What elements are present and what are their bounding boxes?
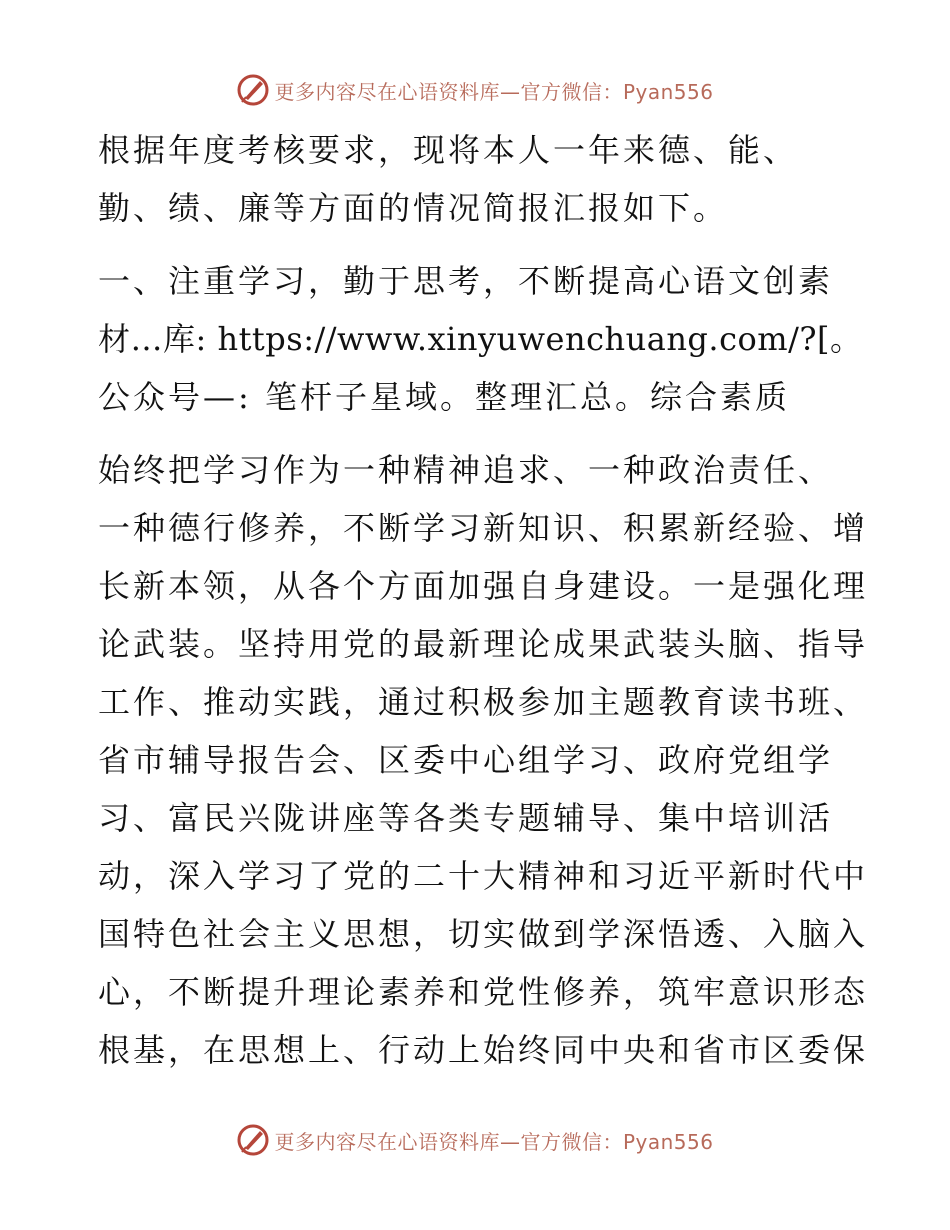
text-line: 一、注重学习，勤于思考，不断提高心语文创素 <box>98 262 834 300</box>
paragraph-intro <box>98 121 858 237</box>
text-line: 一种德行修养，不断学习新知识、积累新经验、增 <box>98 509 869 547</box>
text-line: 省市辅导报告会、区委中心组学习、政府党组学 <box>98 741 834 779</box>
text-line: 心，不断提升理论素养和党性修养，筑牢意识形态 <box>98 973 869 1011</box>
text-line: 工作、推动实践，通过积极参加主题教育读书班、 <box>98 683 869 721</box>
text-line: 国特色社会主义思想，切实做到学深悟透、入脑入 <box>98 915 869 953</box>
header-watermark-text: 更多内容尽在心语资料库—官方微信：Pyan556 <box>274 79 714 104</box>
feather-pen-logo-icon <box>236 73 270 107</box>
footer-watermark-text: 更多内容尽在心语资料库—官方微信：Pyan556 <box>274 1129 714 1154</box>
document-body <box>98 121 869 1079</box>
footer-watermark <box>0 1120 950 1160</box>
paragraph-section-heading <box>98 252 863 426</box>
text-line: 根据年度考核要求，现将本人一年来德、能、 <box>98 131 799 169</box>
feather-pen-logo-icon <box>236 1123 270 1157</box>
text-line: 始终把学习作为一种精神追求、一种政治责任、 <box>98 451 834 489</box>
text-line-url: 材…库: https://www.xinyuwenchuang.com/?[。 <box>98 320 863 358</box>
header-watermark <box>0 70 950 110</box>
text-line: 动，深入学习了党的二十大精神和习近平新时代中 <box>98 857 869 895</box>
text-line: 公众号—: 笔杆子星域。整理汇总。综合素质 <box>98 378 790 416</box>
text-line: 长新本领，从各个方面加强自身建设。一是强化理 <box>98 567 869 605</box>
text-line: 根基，在思想上、行动上始终同中央和省市区委保 <box>98 1031 869 1069</box>
paragraph-body <box>98 441 869 1079</box>
text-line: 勤、绩、廉等方面的情况简报汇报如下。 <box>98 189 729 227</box>
text-line: 习、富民兴陇讲座等各类专题辅导、集中培训活 <box>98 799 834 837</box>
text-line: 论武装。坚持用党的最新理论成果武装头脑、指导 <box>98 625 869 663</box>
